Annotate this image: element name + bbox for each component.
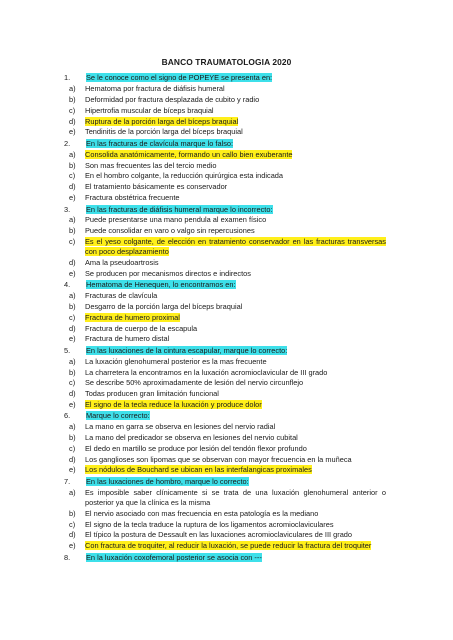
- option-letter: e): [69, 334, 76, 344]
- option-text: La luxación glenohumeral posterior es la mas frecuente: [85, 356, 267, 366]
- answer-option: [64, 520, 386, 530]
- option-letter: c): [69, 443, 76, 453]
- option-text: Se describe 50% aproximadamente de lesión del nervio circunflejo: [85, 378, 304, 388]
- question-text: En las fracturas de clavícula marque lo falso:: [86, 138, 234, 148]
- option-letter: c): [69, 519, 76, 529]
- option-text: Puede consolidar en varo o valgo sin repercusiones: [85, 226, 255, 236]
- answer-option: [64, 455, 386, 465]
- page-title: BANCO TRAUMATOLOGIA 2020: [161, 57, 292, 67]
- option-letter: e): [69, 541, 76, 551]
- option-letter: e): [69, 268, 76, 278]
- option-letter: c): [69, 312, 76, 322]
- answer-option: [64, 357, 386, 367]
- option-letter: a): [69, 291, 76, 301]
- option-letter: d): [69, 257, 76, 267]
- answer-option: [64, 161, 386, 171]
- option-text: Fracturas de clavícula: [85, 291, 158, 301]
- question-text: En las luxaciones de hombro, marque lo correcto:: [86, 477, 249, 487]
- answer-option: [64, 127, 386, 137]
- option-letter: d): [69, 323, 76, 333]
- option-text: El dedo en martillo se produce por lesión del tendón flexor profundo: [85, 443, 307, 453]
- question-number: 2.: [64, 138, 71, 148]
- question-number: 4.: [64, 280, 71, 290]
- question-text: En la luxación coxofemoral posterior se asocia con ---: [86, 552, 262, 562]
- question-4: [64, 280, 386, 290]
- answer-option: [64, 291, 386, 301]
- answer-option: [64, 84, 386, 94]
- answer-option: [64, 368, 386, 378]
- option-text: Hematoma por fractura de diáfisis humeral: [85, 84, 225, 94]
- question-7: [64, 477, 386, 487]
- option-letter: d): [69, 182, 76, 192]
- option-letter: b): [69, 301, 76, 311]
- option-letter: a): [69, 422, 76, 432]
- answer-option: [64, 530, 386, 540]
- highlighted-answer-text: Es el yeso colgante, de elección en tratamiento conservador en las fracturas transversas con poco desplazamiento: [85, 236, 386, 257]
- answer-option: [64, 324, 386, 334]
- option-letter: b): [69, 160, 76, 170]
- option-letter: e): [69, 192, 76, 202]
- question-number: 7.: [64, 477, 71, 487]
- option-letter: c): [69, 378, 76, 388]
- question-number: 8.: [64, 552, 71, 562]
- highlighted-answer-text: Consolida anatómicamente, formando un callo bien exuberante: [85, 149, 293, 159]
- highlighted-answer-text: Fractura de humero proximal: [85, 312, 180, 322]
- option-text: Fractura de cuerpo de la escapula: [85, 323, 198, 333]
- option-text: El tratamiento básicamente es conservador: [85, 182, 228, 192]
- option-letter: b): [69, 508, 76, 518]
- question-6: [64, 411, 386, 421]
- option-letter: e): [69, 399, 76, 409]
- answer-option: [64, 334, 386, 344]
- highlighted-answer-text: Ruptura de la porción larga del bíceps braquial: [85, 116, 239, 126]
- question-text: En las fracturas de diáfisis humeral marque lo incorrecto:: [86, 204, 273, 214]
- option-text: En el hombro colgante, la reducción quirúrgica esta indicada: [85, 171, 284, 181]
- answer-option: [64, 226, 386, 236]
- option-letter: e): [69, 465, 76, 475]
- option-text: Hipertrofia muscular de bíceps braquial: [85, 105, 214, 115]
- question-5: [64, 346, 386, 356]
- answer-option: [64, 150, 386, 160]
- option-letter: a): [69, 487, 76, 497]
- option-text: Los ganglioses son lipomas que se observan con mayor frecuencia en la muñeca: [85, 454, 352, 464]
- option-text: Tendinitis de la porción larga del bíceps braquial: [85, 127, 243, 137]
- option-letter: d): [69, 389, 76, 399]
- answer-option: [64, 422, 386, 432]
- option-letter: a): [69, 149, 76, 159]
- answer-option: [64, 313, 386, 323]
- option-letter: c): [69, 236, 76, 246]
- option-text: La charretera la encontramos en la luxación acromioclavicular de III grado: [85, 367, 328, 377]
- answer-option: [64, 509, 386, 519]
- question-8: [64, 553, 386, 563]
- option-text: El nervio asociado con mas frecuencia en esta patología es la mediano: [85, 508, 319, 518]
- answer-option: [64, 378, 386, 388]
- question-list: [64, 72, 386, 563]
- option-letter: d): [69, 116, 76, 126]
- option-letter: b): [69, 226, 76, 236]
- answer-option: [64, 95, 386, 105]
- option-text: Son mas frecuentes las del tercio medio: [85, 160, 217, 170]
- answer-option: [64, 269, 386, 279]
- option-text: Fractura de humero distal: [85, 334, 170, 344]
- option-letter: d): [69, 530, 76, 540]
- option-text: Fractura obstétrica frecuente: [85, 192, 180, 202]
- question-3: [64, 205, 386, 215]
- option-letter: e): [69, 127, 76, 137]
- option-text: Puede presentarse una mano pendula al examen físico: [85, 215, 267, 225]
- answer-option: [64, 488, 386, 508]
- option-text: El típico la postura de Dessault en las luxaciones acromioclaviculares de III grado: [85, 530, 353, 540]
- answer-option: [64, 389, 386, 399]
- option-text: El signo de la tecla traduce la ruptura de los ligamentos acromioclaviculares: [85, 519, 334, 529]
- option-letter: c): [69, 171, 76, 181]
- question-2: [64, 139, 386, 149]
- question-text: En las luxaciones de la cintura escapular, marque lo correcto:: [86, 345, 288, 355]
- answer-option: [64, 237, 386, 257]
- highlighted-answer-text: Los nódulos de Bouchard se ubican en las interfalangicas proximales: [85, 465, 312, 475]
- answer-option: [64, 117, 386, 127]
- option-letter: a): [69, 356, 76, 366]
- question-number: 1.: [64, 73, 71, 83]
- option-letter: d): [69, 454, 76, 464]
- answer-option: [64, 302, 386, 312]
- answer-option: [64, 258, 386, 268]
- question-number: 3.: [64, 204, 71, 214]
- option-letter: a): [69, 215, 76, 225]
- option-text: La mano del predicador se observa en lesiones del nervio cubital: [85, 433, 298, 443]
- answer-option: [64, 193, 386, 203]
- answer-option: [64, 400, 386, 410]
- question-number: 6.: [64, 411, 71, 421]
- answer-option: [64, 215, 386, 225]
- answer-option: [64, 182, 386, 192]
- option-text: Desgarro de la porción larga del bíceps braquial: [85, 301, 243, 311]
- question-text: Se le conoce como el signo de POPEYE se presenta en:: [86, 73, 273, 83]
- question-number: 5.: [64, 345, 71, 355]
- answer-option: [64, 541, 386, 551]
- answer-option: [64, 171, 386, 181]
- highlighted-answer-text: El signo de la tecla reduce la luxación y produce dolor: [85, 399, 262, 409]
- option-letter: c): [69, 105, 76, 115]
- question-1: [64, 73, 386, 83]
- answer-option: [64, 444, 386, 454]
- option-text: Deformidad por fractura desplazada de cubito y radio: [85, 94, 260, 104]
- highlighted-answer-text: Con fractura de troquiter, al reducir la luxación, se puede reducir la fractura del troquiter: [85, 541, 372, 551]
- question-text: Hematoma de Henequen, lo encontramos en:: [86, 280, 236, 290]
- answer-option: [64, 106, 386, 116]
- question-text: Marque lo correcto:: [86, 411, 150, 421]
- option-letter: a): [69, 84, 76, 94]
- option-letter: b): [69, 433, 76, 443]
- option-text: Todas producen gran limitación funcional: [85, 389, 219, 399]
- option-text: Se producen por mecanismos directos e indirectos: [85, 268, 251, 278]
- option-text: La mano en garra se observa en lesiones del nervio radial: [85, 422, 276, 432]
- answer-option: [64, 433, 386, 443]
- answer-option: [64, 465, 386, 475]
- option-text: Ama la pseudoartrosis: [85, 257, 159, 267]
- option-text: Es imposible saber clínicamente si se trata de una luxación glenohumeral anterior o posterior ya que la clínica es la misma: [85, 487, 386, 508]
- option-letter: b): [69, 94, 76, 104]
- option-letter: b): [69, 367, 76, 377]
